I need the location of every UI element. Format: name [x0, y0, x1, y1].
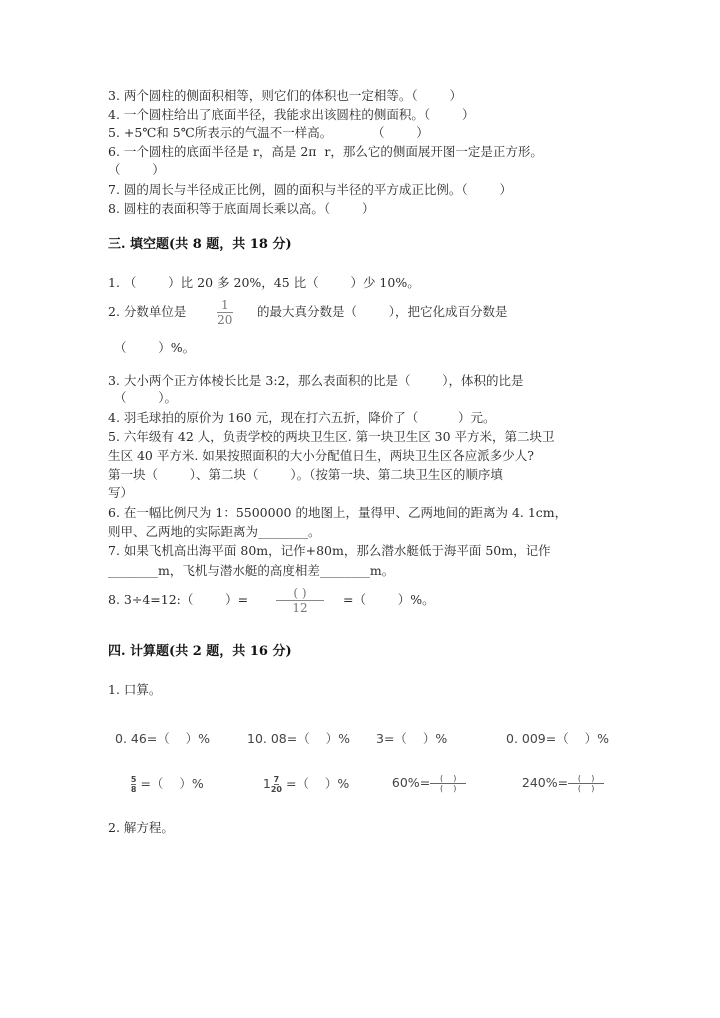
- blank-fraction: [430, 774, 466, 793]
- denominator: 20: [270, 785, 282, 794]
- fill-q6-a: 6. 在一幅比例尺为 1：5500000 的地图上，量得甲、乙两地间的距离为 4. 1cm，: [108, 505, 568, 520]
- fill-q2-a: 2. 分数单位是: [108, 304, 187, 319]
- section3-title: 三. 填空题(共 8 题，共 18 分): [108, 237, 292, 252]
- fill-q7-a: 7. 如果飞机高出海平面 80m，记作+80m，那么潜水艇低于海平面 50m，记作: [108, 543, 551, 558]
- calc-q2: 2. 解方程。: [108, 820, 174, 835]
- calc-text: =（ ）%: [136, 776, 204, 791]
- numerator: 5: [130, 775, 137, 784]
- fraction-7-20: [271, 775, 282, 794]
- section4-title: 四. 计算题(共 2 题，共 16 分): [108, 644, 292, 659]
- fill-q1: 1. （ ）比 20 多 20%，45 比（ ）少 10%。: [108, 275, 420, 290]
- fraction-1-20: [217, 298, 233, 327]
- judge-q7: 7. 圆的周长与半径成正比例，圆的面积与半径的平方成正比例。（ ）: [108, 182, 512, 197]
- calc-item: [115, 759, 204, 809]
- judge-q8: 8. 圆柱的表面积等于底面周长乘以高。（ ）: [108, 201, 375, 216]
- calc-item: 10. 08=（ ）%: [247, 731, 351, 746]
- denominator: ( ): [577, 784, 595, 793]
- calc-item: 3=（ ）%: [376, 731, 448, 746]
- calc-item: [376, 759, 466, 808]
- whole-number: 1: [262, 776, 271, 791]
- judge-q5: 5. +5℃和 5℃所表示的气温不一样高。 （ ）: [108, 125, 429, 140]
- numerator: 7: [273, 775, 280, 784]
- fill-q6-b: 则甲、乙两地的实际距离为________。: [108, 524, 321, 539]
- fill-q5-b: 生区 40 平方米. 如果按照面积的大小分配值日生，两块卫生区各应派多少人?: [108, 448, 535, 463]
- calc-text: =（ ）%: [282, 776, 350, 791]
- fill-q8-b: =（ ）%。: [343, 592, 435, 607]
- fill-q4: 4. 羽毛球拍的原价为 160 元，现在打六五折，降价了（ ）元。: [108, 410, 496, 425]
- denominator: 12: [292, 601, 308, 615]
- calc-item: [506, 759, 604, 808]
- fill-q2-c: （ ）%。: [114, 340, 196, 355]
- denominator: 8: [130, 785, 137, 794]
- calc-text: 240%=: [521, 775, 569, 790]
- fill-q2-b: 的最大真分数是（ ），把它化成百分数是: [257, 304, 508, 319]
- numerator: ( ): [568, 774, 604, 784]
- fill-q5-a: 5. 六年级有 42 人，负责学校的两块卫生区. 第一块卫生区 30 平方米，第二块卫: [108, 429, 555, 444]
- numerator: ( ): [276, 586, 324, 601]
- fill-q8-a: 8. 3÷4=12:（ ）=: [108, 592, 249, 607]
- calc-item: [247, 759, 349, 809]
- denominator: 20: [217, 313, 233, 327]
- blank-fraction: [568, 774, 604, 793]
- judge-q6: 6. 一个圆柱的底面半径是 r，高是 2π r，那么它的侧面展开图一定是正方形。: [108, 144, 543, 159]
- numerator: ( ): [430, 774, 466, 784]
- fill-q5-d: 写）: [108, 485, 134, 500]
- numerator: 1: [217, 298, 233, 313]
- judge-q6-blank: （ ）: [108, 162, 165, 177]
- calc-item: 0. 009=（ ）%: [506, 731, 610, 746]
- fraction-blank-12: [280, 586, 320, 615]
- calc-item: 0. 46=（ ）%: [115, 731, 211, 746]
- judge-q4: 4. 一个圆柱给出了底面半径，我能求出该圆柱的侧面积。（ ）: [108, 107, 475, 122]
- fill-q3-a: 3. 大小两个正方体棱长比是 3:2，那么表面积的比是（ ），体积的比是: [108, 373, 524, 388]
- fill-q7-b: ________m，飞机与潜水艇的高度相差________m。: [108, 563, 395, 578]
- calc-text: 60%=: [391, 775, 431, 790]
- denominator: ( ): [439, 784, 457, 793]
- calc-q1: 1. 口算。: [108, 682, 162, 697]
- fill-q3-b: （ ）。: [114, 390, 178, 405]
- judge-q3: 3. 两个圆柱的侧面积相等，则它们的体积也一定相等。（ ）: [108, 88, 462, 103]
- fill-q5-c: 第一块（ ）、第二块（ ）。（按第一块、第二块卫生区的顺序填: [108, 467, 503, 482]
